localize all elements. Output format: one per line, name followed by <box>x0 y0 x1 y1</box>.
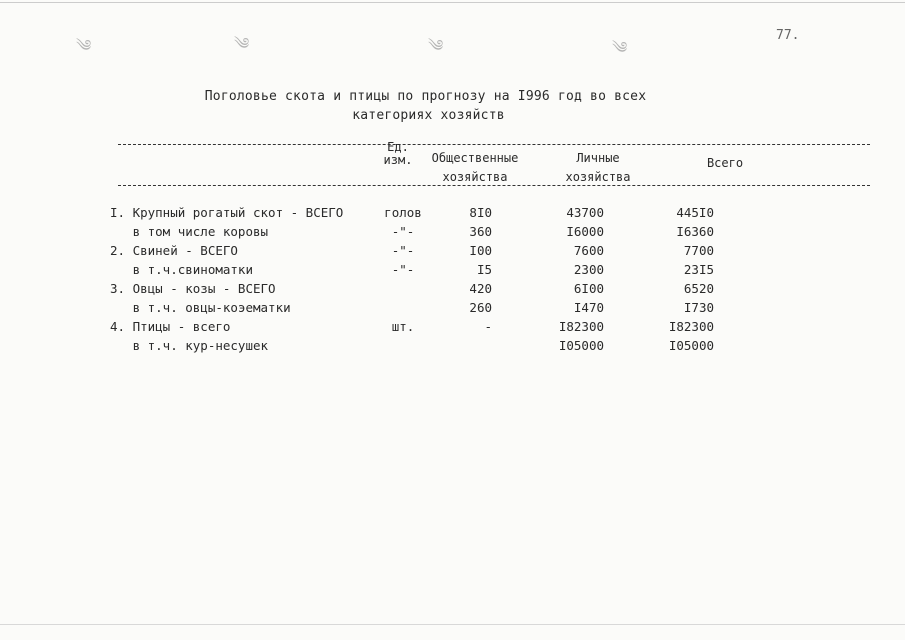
row-unit: -"- <box>391 224 415 239</box>
document-title-line2: категориях хозяйств <box>352 108 505 123</box>
row-label: 3. Овцы - козы - ВСЕГО <box>110 281 276 296</box>
row-unit: голов <box>384 205 422 220</box>
table-row <box>0 262 905 281</box>
row-public-value: I5 <box>476 262 492 277</box>
table-row <box>0 205 905 224</box>
row-public-value: 8I0 <box>469 205 492 220</box>
row-public-value: I00 <box>469 243 492 258</box>
table-row <box>0 338 905 357</box>
row-unit: -"- <box>391 262 415 277</box>
page-number: 77. <box>776 28 800 43</box>
table-row <box>0 300 905 319</box>
row-label: в т.ч. овцы-коэематки <box>110 300 291 315</box>
row-label: в т.ч.свиноматки <box>110 262 253 277</box>
header-private-farms: Личные хозяйства <box>565 151 631 184</box>
scan-smudge-mark: ༄ <box>76 36 92 55</box>
scan-smudge-mark: ༄ <box>428 36 444 55</box>
row-private-value: I82300 <box>558 319 604 334</box>
row-total-value: I6360 <box>676 224 714 239</box>
row-private-value: 2300 <box>573 262 604 277</box>
header-total: Всего <box>706 156 744 170</box>
document-title-line1: Поголовье скота и птицы по прогнозу на I996 год во всех <box>204 89 647 104</box>
row-total-value: I730 <box>683 300 714 315</box>
row-total-value: I05000 <box>668 338 714 353</box>
table-row <box>0 224 905 243</box>
table-row <box>0 243 905 262</box>
row-private-value: I470 <box>573 300 604 315</box>
row-total-value: 7700 <box>683 243 714 258</box>
row-unit: -"- <box>391 243 415 258</box>
row-unit: шт. <box>391 319 415 334</box>
row-label: в том числе коровы <box>110 224 269 239</box>
row-total-value: 6520 <box>683 281 714 296</box>
row-public-value: 360 <box>469 224 492 239</box>
scan-edge-line <box>0 624 905 625</box>
row-public-value: - <box>484 319 492 334</box>
row-label: в т.ч. кур-несушек <box>110 338 269 353</box>
table-top-rule <box>118 144 870 145</box>
scan-smudge-mark: ༄ <box>612 38 628 57</box>
table-row <box>0 319 905 338</box>
row-total-value: I82300 <box>668 319 714 334</box>
scan-edge-line <box>0 2 905 3</box>
row-public-value: 420 <box>469 281 492 296</box>
row-total-value: 445I0 <box>676 205 714 220</box>
header-public-farms: Общественные хозяйства <box>431 151 519 184</box>
row-label: I. Крупный рогатый скот - ВСЕГО <box>110 205 344 220</box>
header-unit: Ед. изм. <box>383 140 413 167</box>
scan-smudge-mark: ༄ <box>234 34 250 53</box>
row-private-value: 7600 <box>573 243 604 258</box>
row-private-value: 6I00 <box>573 281 604 296</box>
row-private-value: I05000 <box>558 338 604 353</box>
row-total-value: 23I5 <box>683 262 714 277</box>
row-public-value: 260 <box>469 300 492 315</box>
table-header-rule <box>118 185 870 186</box>
row-private-value: 43700 <box>566 205 604 220</box>
row-label: 4. Птицы - всего <box>110 319 231 334</box>
table-row <box>0 281 905 300</box>
row-label: 2. Свиней - ВСЕГО <box>110 243 238 258</box>
row-private-value: I6000 <box>566 224 604 239</box>
